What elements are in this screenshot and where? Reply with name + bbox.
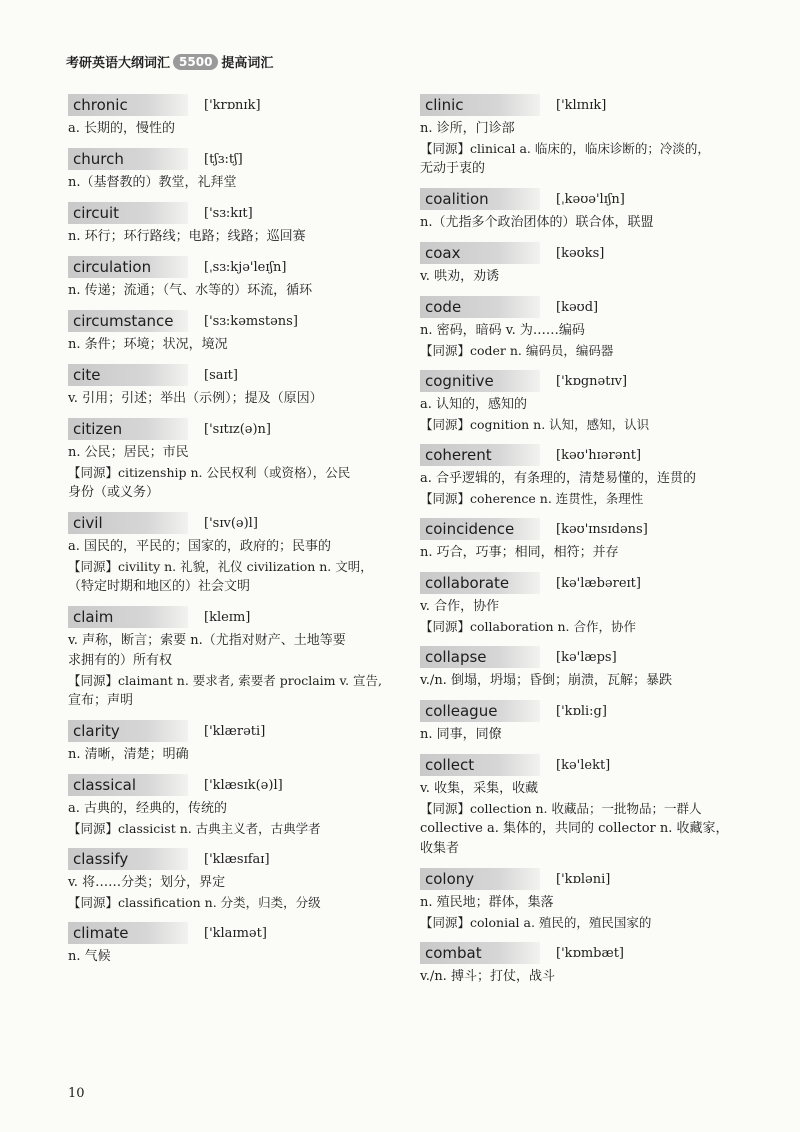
headword: coincidence [420, 518, 540, 540]
entry-head [420, 700, 750, 722]
definition-line: v./n. 倒塌，坍塌；昏倒；崩溃，瓦解；暴跌 [420, 673, 672, 688]
vocab-entry [420, 370, 750, 435]
definition-line: n. 传递；流通；（气、水等的）环流，循环 [68, 283, 313, 298]
phonetic: ['sɪv(ə)l] [204, 515, 258, 531]
definition-line: 收集者 [420, 841, 460, 856]
definition-line: n.（基督教的）教堂，礼拜堂 [68, 175, 237, 190]
entry-head [420, 868, 750, 890]
phonetic: ['klaɪmət] [204, 925, 267, 941]
vocab-entry [420, 572, 750, 637]
headword: collect [420, 754, 540, 776]
entry-head [68, 202, 398, 224]
entry-head [68, 848, 398, 870]
vocab-entry [68, 364, 398, 409]
definition-line: n. 环行；环行路线；电路；线路；巡回赛 [68, 229, 306, 244]
entry-head [68, 94, 398, 116]
entry-head [68, 256, 398, 278]
definition-line: n. 条件；环境；状况，境况 [68, 337, 228, 352]
definition-line: 【同源】civility n. 礼貌，礼仪 civilization n. 文明， [68, 559, 373, 574]
definition-line: 【同源】coherence n. 连贯性，条理性 [420, 491, 644, 506]
headword: colleague [420, 700, 540, 722]
definition-line: a. 国民的，平民的；国家的，政府的；民事的 [68, 539, 332, 554]
phonetic: [kə'læbəreɪt] [556, 575, 641, 591]
definition-line: 【同源】clinical a. 临床的，临床诊断的；冷淡的， [420, 141, 710, 156]
phonetic: [kleɪm] [204, 609, 251, 625]
vocab-entry [420, 518, 750, 563]
definition-line: v. 收集，采集，收藏 [420, 781, 539, 796]
phonetic: ['sɜ:kɪt] [204, 205, 253, 221]
definition-line: 【同源】collaboration n. 合作，协作 [420, 619, 636, 634]
definition-line: v. 将……分类；划分，界定 [68, 875, 226, 890]
entry-head [420, 296, 750, 318]
headword: coax [420, 242, 540, 264]
phonetic: [kəʊ'hɪərənt] [556, 447, 642, 463]
definition-line: （特定时期和地区的）社会文明 [68, 579, 251, 594]
left-column [68, 94, 398, 976]
definition-line: collective a. 集体的，共同的 collector n. 收藏家， [420, 821, 729, 836]
vocab-entry [68, 606, 398, 711]
headword: circuit [68, 202, 188, 224]
vocab-entry [68, 202, 398, 247]
phonetic: ['kɒləni] [556, 871, 611, 887]
entry-head [420, 518, 750, 540]
phonetic: ['klærəti] [204, 723, 266, 739]
entry-head [68, 310, 398, 332]
vocab-entry [420, 188, 750, 233]
definition-line: 【同源】coder n. 编码员，编码器 [420, 343, 614, 358]
definition-line: n. 清晰，清楚；明确 [68, 747, 189, 762]
headword: collapse [420, 646, 540, 668]
vocab-entry [420, 94, 750, 179]
entry-head [68, 148, 398, 170]
entry-head [68, 418, 398, 440]
definition-line: 【同源】cognition n. 认知，感知，认识 [420, 417, 650, 432]
definition-line: n. 殖民地；群体，集落 [420, 895, 554, 910]
headword: collaborate [420, 572, 540, 594]
definition-line: n. 同事，同僚 [420, 727, 502, 742]
entry-head [68, 364, 398, 386]
entry-head [68, 512, 398, 534]
headword: colony [420, 868, 540, 890]
vocab-entry [68, 94, 398, 139]
headword: classical [68, 774, 188, 796]
entry-head [420, 370, 750, 392]
phonetic: ['klæsɪfaɪ] [204, 851, 270, 867]
running-header [66, 52, 273, 71]
definition-line: n. 公民；居民；市民 [68, 445, 189, 460]
definition-line: v./n. 搏斗；打仗，战斗 [420, 969, 555, 984]
definition-line: a. 古典的，经典的，传统的 [68, 801, 228, 816]
vocab-entry [68, 310, 398, 355]
phonetic: [tʃɜ:tʃ] [204, 151, 243, 167]
phonetic: [kə'læps] [556, 649, 617, 665]
entry-head [68, 606, 398, 628]
header-badge: 5500 [173, 54, 218, 70]
entry-head [68, 922, 398, 944]
entry-head [420, 754, 750, 776]
headword: classify [68, 848, 188, 870]
headword: clarity [68, 720, 188, 742]
entry-head [420, 242, 750, 264]
headword: coalition [420, 188, 540, 210]
definition-line: 【同源】colonial a. 殖民的，殖民国家的 [420, 915, 652, 930]
definition-line: n. 巧合，巧事；相同，相符；并存 [420, 545, 619, 560]
entry-head [420, 94, 750, 116]
phonetic: [saɪt] [204, 367, 238, 383]
phonetic: ['sɪtɪz(ə)n] [204, 421, 271, 437]
vocab-entry [68, 512, 398, 597]
headword: church [68, 148, 188, 170]
entry-head [68, 774, 398, 796]
header-title: 考研英语大纲词汇 [66, 56, 171, 71]
headword: climate [68, 922, 188, 944]
headword: citizen [68, 418, 188, 440]
entry-head [420, 572, 750, 594]
right-column [420, 94, 750, 996]
definition-line: n. 密码，暗码 v. 为……编码 [420, 323, 585, 338]
vocab-entry [420, 754, 750, 859]
vocab-entry [68, 148, 398, 193]
definition-line: v. 合作，协作 [420, 599, 500, 614]
phonetic: [kəʊd] [556, 299, 599, 315]
vocab-entry [68, 774, 398, 839]
definition-line: a. 认知的，感知的 [420, 397, 528, 412]
headword: cite [68, 364, 188, 386]
entry-head [420, 646, 750, 668]
definition-line: 【同源】classicist n. 古典主义者，古典学者 [68, 821, 321, 836]
entry-head [420, 444, 750, 466]
vocab-entry [420, 646, 750, 691]
header-subtitle: 提高词汇 [221, 56, 274, 71]
headword: civil [68, 512, 188, 534]
definition-line: v. 哄劝，劝诱 [420, 269, 500, 284]
entry-head [420, 188, 750, 210]
phonetic: [ˌkəʊə'lɪʃn] [556, 191, 625, 207]
phonetic: ['krɒnɪk] [204, 97, 261, 113]
definition-line: 身份（或义务） [68, 485, 160, 500]
headword: clinic [420, 94, 540, 116]
phonetic: [kəʊks] [556, 245, 605, 261]
headword: combat [420, 942, 540, 964]
vocab-entry [420, 700, 750, 745]
vocab-entry [420, 868, 750, 933]
phonetic: ['kɒli:g] [556, 703, 607, 719]
definition-line: 【同源】collection n. 收藏品；一批物品；一群人 [420, 801, 702, 816]
page-number: 10 [68, 1086, 85, 1101]
vocab-entry [68, 848, 398, 913]
headword: cognitive [420, 370, 540, 392]
headword: coherent [420, 444, 540, 466]
definition-line: v. 声称，断言；索要 n.（尤指对财产、土地等要 [68, 633, 346, 648]
definition-line: v. 引用；引述；举出（示例）；提及（原因） [68, 391, 323, 406]
vocab-entry [420, 942, 750, 987]
phonetic: [kə'lekt] [556, 757, 611, 773]
headword: chronic [68, 94, 188, 116]
phonetic: ['klæsɪk(ə)l] [204, 777, 283, 793]
vocab-entry [68, 256, 398, 301]
definition-line: 无动于衷的 [420, 161, 486, 176]
definition-line: 【同源】classification n. 分类，归类，分级 [68, 895, 321, 910]
vocab-entry [420, 242, 750, 287]
vocab-entry [420, 444, 750, 509]
vocab-entry [68, 922, 398, 967]
vocab-entry [68, 720, 398, 765]
definition-line: n. 气候 [68, 949, 111, 964]
definition-line: n. 诊所，门诊部 [420, 121, 515, 136]
vocab-entry [420, 296, 750, 361]
phonetic: ['kɒgnətɪv] [556, 373, 628, 389]
definition-line: a. 合乎逻辑的，有条理的，清楚易懂的，连贯的 [420, 471, 697, 486]
vocab-entry [68, 418, 398, 503]
entry-head [68, 720, 398, 742]
phonetic: ['sɜ:kəmstəns] [204, 313, 298, 329]
headword: circumstance [68, 310, 188, 332]
headword: circulation [68, 256, 188, 278]
definition-line: n.（尤指多个政治团体的）联合体，联盟 [420, 215, 654, 230]
definition-line: 【同源】claimant n. 要求者, 索要者 proclaim v. 宣告, [68, 673, 382, 688]
entry-head [420, 942, 750, 964]
headword: code [420, 296, 540, 318]
definition-line: 【同源】citizenship n. 公民权利（或资格），公民 [68, 465, 351, 480]
phonetic: ['klɪnɪk] [556, 97, 607, 113]
definition-line: 宣布；声明 [68, 693, 134, 708]
phonetic: [kəʊ'ɪnsɪdəns] [556, 521, 648, 537]
phonetic: ['kɒmbæt] [556, 945, 625, 961]
definition-line: a. 长期的，慢性的 [68, 121, 176, 136]
definition-line: 求拥有的）所有权 [68, 653, 173, 668]
headword: claim [68, 606, 188, 628]
phonetic: [ˌsɜ:kjə'leɪʃn] [204, 259, 287, 275]
